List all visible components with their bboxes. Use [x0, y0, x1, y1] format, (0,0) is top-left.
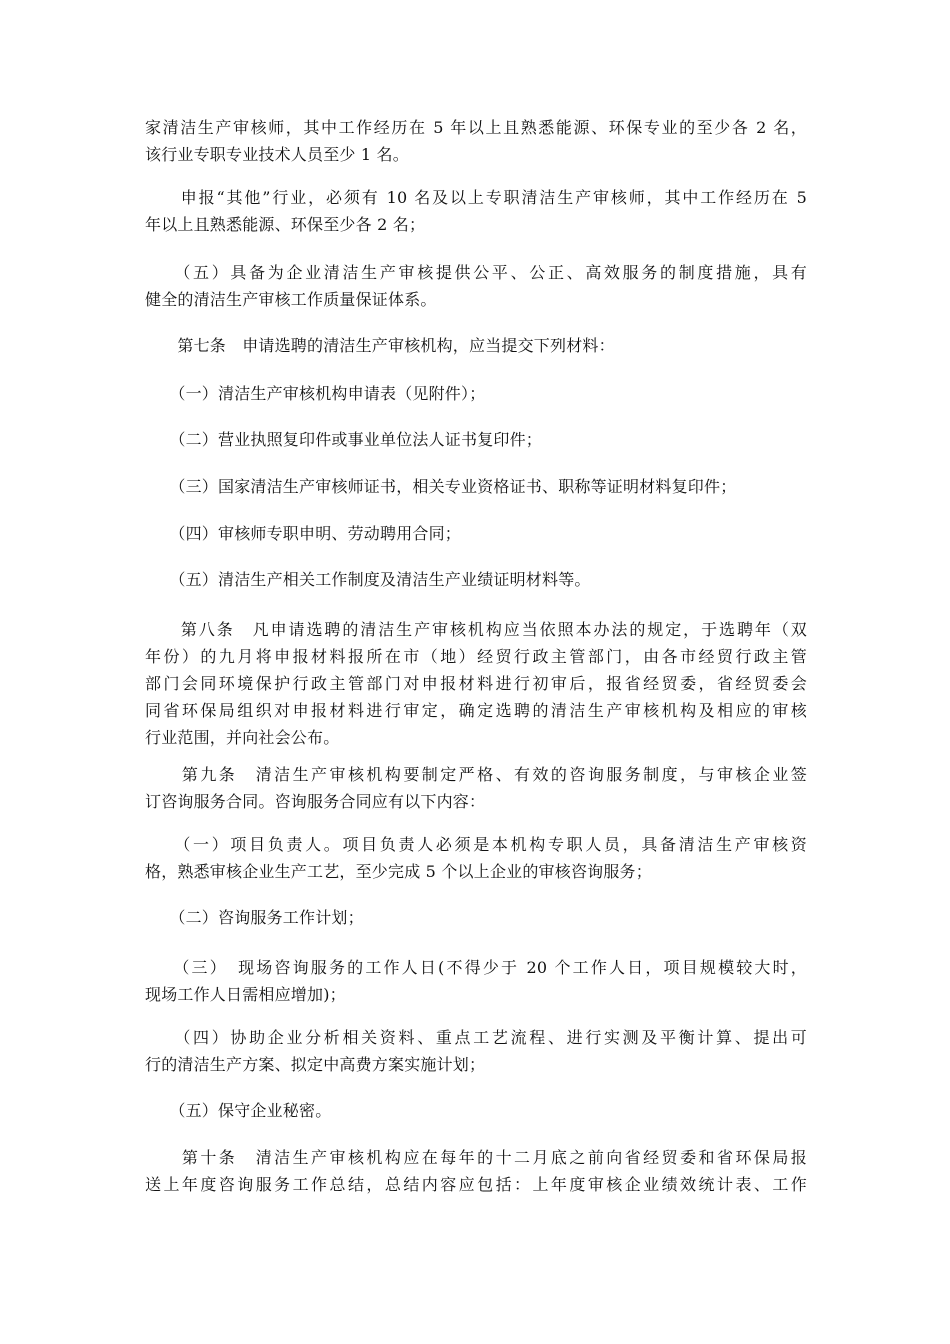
text-line: （二）咨询服务工作计划；	[145, 908, 364, 927]
text-line: 现场工作人日需相应增加)；	[145, 985, 346, 1004]
text-line: 健全的清洁生产审核工作质量保证体系。	[145, 290, 437, 309]
paragraph	[145, 380, 807, 407]
paragraph	[145, 259, 807, 313]
paragraph	[145, 520, 807, 547]
paragraph	[145, 1097, 807, 1124]
text-line: （二）营业执照复印件或事业单位法人证书复印件；	[145, 430, 543, 449]
text-line: 年以上且熟悉能源、环保至少各 2 名；	[145, 215, 426, 234]
text-line: （五）保守企业秘密。	[145, 1101, 332, 1120]
paragraph	[145, 1144, 807, 1198]
text-line: （五）清洁生产相关工作制度及清洁生产业绩证明材料等。	[145, 570, 591, 589]
paragraph	[145, 904, 807, 931]
text-line: 第九条 清洁生产审核机构要制定严格、有效的咨询服务制度，与审核企业签	[145, 765, 807, 784]
text-line: 行的清洁生产方案、拟定中高费方案实施计划；	[145, 1055, 486, 1074]
paragraph	[145, 566, 807, 593]
paragraph	[145, 1024, 807, 1078]
text-line: 格，熟悉审核企业生产工艺，至少完成 5 个以上企业的审核咨询服务；	[145, 862, 652, 881]
text-line: 家清洁生产审核师，其中工作经历在 5 年以上且熟悉能源、环保专业的至少各 2 名，	[145, 118, 807, 137]
text-line: 订咨询服务合同。咨询服务合同应有以下内容：	[145, 792, 486, 811]
text-line: （四）协助企业分析相关资料、重点工艺流程、进行实测及平衡计算、提出可	[145, 1028, 807, 1047]
text-line: 送上年度咨询服务工作总结，总结内容应包括：上年度审核企业绩效统计表、工作	[145, 1175, 807, 1194]
paragraph	[145, 761, 807, 815]
text-line: 第七条 申请选聘的清洁生产审核机构，应当提交下列材料：	[145, 336, 615, 355]
paragraph	[145, 426, 807, 453]
paragraph	[145, 954, 807, 1008]
text-line: （四）审核师专职申明、劳动聘用合同；	[145, 524, 462, 543]
paragraph	[145, 473, 807, 500]
text-line: （一）清洁生产审核机构申请表（见附件）；	[145, 384, 486, 403]
paragraph	[145, 332, 807, 359]
text-line: 部门会同环境保护行政主管部门对申报材料进行初审后，报省经贸委，省经贸委会	[145, 674, 807, 693]
paragraph	[145, 184, 807, 238]
paragraph	[145, 114, 807, 168]
text-line: 年份）的九月将申报材料报所在市（地）经贸行政主管部门，由各市经贸行政主管	[145, 647, 807, 666]
text-line: （一）项目负责人。项目负责人必须是本机构专职人员，具备清洁生产审核资	[145, 835, 807, 854]
text-line: 第十条 清洁生产审核机构应在每年的十二月底之前向省经贸委和省环保局报	[145, 1148, 807, 1167]
text-line: 行业范围，并向社会公布。	[145, 728, 340, 747]
text-line: （三） 现场咨询服务的工作人日(不得少于 20 个工作人日，项目规模较大时，	[145, 958, 807, 977]
paragraph	[145, 616, 807, 751]
text-line: （三）国家清洁生产审核师证书，相关专业资格证书、职称等证明材料复印件；	[145, 477, 737, 496]
paragraph	[145, 831, 807, 885]
text-line: 申报“其他”行业，必须有 10 名及以上专职清洁生产审核师，其中工作经历在 5	[145, 188, 807, 207]
text-line: 同省环保局组织对申报材料进行审定，确定选聘的清洁生产审核机构及相应的审核	[145, 701, 807, 720]
text-line: （五）具备为企业清洁生产审核提供公平、公正、高效服务的制度措施，具有	[145, 263, 807, 282]
text-line: 该行业专职专业技术人员至少 1 名。	[145, 145, 409, 164]
text-line: 第八条 凡申请选聘的清洁生产审核机构应当依照本办法的规定，于选聘年（双	[145, 620, 807, 639]
